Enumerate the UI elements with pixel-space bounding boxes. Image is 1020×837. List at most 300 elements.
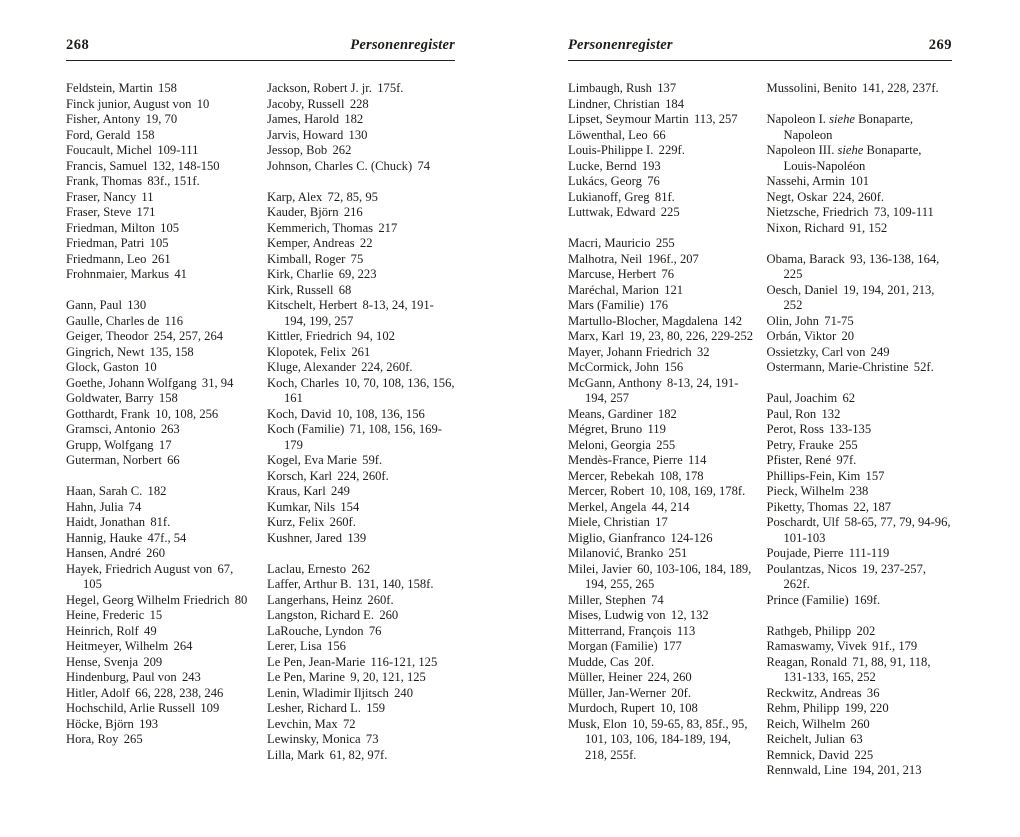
index-group xyxy=(267,562,455,764)
index-entry xyxy=(767,500,953,516)
entry-name: Ford, Gerald xyxy=(66,127,131,142)
entry-pages: 97f. xyxy=(836,453,857,467)
entry-pages: 20 xyxy=(841,329,855,343)
index-entry xyxy=(568,112,754,128)
index-entry xyxy=(267,732,455,748)
index-column xyxy=(267,81,455,763)
index-entry xyxy=(66,190,254,206)
index-entry xyxy=(568,484,754,500)
entry-name: Paul, Joachim xyxy=(766,391,838,405)
entry-name: Miele, Christian xyxy=(568,515,650,529)
index-entry xyxy=(767,422,953,438)
entry-pages: 17 xyxy=(655,515,668,529)
index-entry xyxy=(767,686,953,702)
entry-pages: 9, 20, 121, 125 xyxy=(350,670,426,684)
entry-name: Morgan (Familie) xyxy=(568,639,658,653)
index-entry xyxy=(267,717,455,733)
entry-pages: 182 xyxy=(147,484,167,498)
entry-pages: 193 xyxy=(641,158,661,173)
entry-name: Friedmann, Leo xyxy=(66,251,147,266)
entry-pages: 71, 88, 91, 118, 131-133, 165, 252 xyxy=(783,654,931,684)
entry-name: Frohnmaier, Markus xyxy=(66,267,170,281)
entry-pages: 10, 59-65, 83, 85f., 95, 101, 103, 106, 184-189, 194, 218, 255f. xyxy=(585,716,748,762)
entry-name: Hayek, Friedrich August von xyxy=(66,561,213,576)
entry-pages: 52f. xyxy=(913,360,934,374)
page-header xyxy=(568,37,952,61)
entry-name: Marcuse, Herbert xyxy=(568,267,657,281)
index-entry xyxy=(767,546,953,562)
index-entry xyxy=(66,593,254,609)
entry-pages: 240 xyxy=(394,685,414,700)
entry-name: Mises, Ludwig von xyxy=(568,608,666,622)
entry-name: Haan, Sarah C. xyxy=(66,484,143,498)
page-title: Personenregister xyxy=(350,37,455,53)
entry-name: Orbán, Viktor xyxy=(766,329,837,343)
entry-pages: 73 xyxy=(365,732,379,746)
entry-name: Nietzsche, Friedrich xyxy=(766,205,869,219)
entry-pages: 255 xyxy=(656,437,676,452)
entry-name: Gramsci, Antonio xyxy=(66,422,156,436)
entry-name: Goldwater, Barry xyxy=(66,391,154,405)
index-entry xyxy=(568,546,754,562)
entry-name: Lesher, Richard L. xyxy=(267,701,361,715)
index-entry xyxy=(568,190,754,206)
index-entry xyxy=(267,577,455,593)
index-entry xyxy=(267,329,455,345)
entry-pages: 63 xyxy=(850,732,863,746)
entry-pages: 238 xyxy=(849,484,869,498)
entry-name: Goethe, Johann Wolfgang xyxy=(66,375,197,390)
entry-pages: 20f. xyxy=(671,685,692,700)
entry-name: Olin, John xyxy=(766,313,819,328)
index-entry xyxy=(767,407,953,423)
entry-pages: 94, 102 xyxy=(357,329,395,343)
entry-name: Meloni, Georgia xyxy=(568,437,652,452)
entry-pages: 11 xyxy=(141,189,154,204)
entry-pages: 141, 228, 237f. xyxy=(862,81,939,95)
index-entry xyxy=(767,593,953,609)
index-entry xyxy=(66,562,254,593)
entry-pages: 133-135 xyxy=(829,422,872,436)
entry-name: Prince (Familie) xyxy=(766,592,849,607)
entry-name: Löwenthal, Leo xyxy=(568,127,648,142)
entry-name: Hitler, Adolf xyxy=(66,685,130,700)
entry-pages: 224, 260f. xyxy=(337,468,389,483)
entry-pages: 10 xyxy=(144,360,157,374)
index-entry xyxy=(267,267,455,283)
entry-pages: 228 xyxy=(349,96,369,111)
entry-name: Geiger, Theodor xyxy=(66,329,149,343)
entry-pages: 74 xyxy=(128,499,142,514)
index-entry xyxy=(267,562,455,578)
entry-name: Levchin, Max xyxy=(267,716,338,731)
entry-pages: 44, 214 xyxy=(651,499,690,514)
index-group xyxy=(267,190,455,547)
index-entry xyxy=(568,360,754,376)
index-entry xyxy=(66,97,254,113)
index-entry xyxy=(767,732,953,748)
index-group xyxy=(767,81,953,97)
index-entry xyxy=(568,283,754,299)
index-entry xyxy=(66,515,254,531)
index-entry xyxy=(568,267,754,283)
index-entry xyxy=(66,546,254,562)
entry-pages: 105 xyxy=(160,220,180,235)
entry-pages: 139 xyxy=(347,530,367,545)
entry-name: Reagan, Ronald xyxy=(766,654,847,669)
entry-pages: 17 xyxy=(158,437,172,452)
entry-name: Oesch, Daniel xyxy=(766,282,838,297)
entry-name: Kogel, Eva Marie xyxy=(267,453,357,467)
index-entry xyxy=(568,701,754,717)
entry-name: Hense, Svenja xyxy=(66,654,139,669)
entry-pages: 58-65, 77, 79, 94-96, 101-103 xyxy=(783,515,951,545)
entry-pages: 262 xyxy=(332,143,352,157)
index-entry xyxy=(767,283,953,314)
entry-name: Ossietzky, Carl von xyxy=(766,344,866,359)
index-entry xyxy=(267,221,455,237)
entry-pages: 10, 70, 108, 136, 156, 161 xyxy=(284,375,455,405)
index-entry xyxy=(568,159,754,175)
entry-name: Marx, Karl xyxy=(568,329,624,343)
entry-pages: 224, 260f. xyxy=(832,189,885,204)
page-title: Personenregister xyxy=(568,37,673,53)
entry-pages: 15 xyxy=(149,608,163,622)
entry-name: Kemmerich, Thomas xyxy=(267,220,374,235)
index-entry xyxy=(568,593,754,609)
entry-pages: 249 xyxy=(870,344,890,359)
entry-pages: 72, 85, 95 xyxy=(327,189,378,204)
index-entry xyxy=(267,748,455,764)
index-entry xyxy=(267,608,455,624)
entry-pages: 12, 132 xyxy=(670,608,709,622)
index-entry xyxy=(568,531,754,547)
index-entry xyxy=(66,407,254,423)
entry-pages: 202 xyxy=(856,623,876,638)
index-entry xyxy=(267,345,455,361)
index-entry xyxy=(568,469,754,485)
index-entry xyxy=(267,159,455,175)
entry-name: Gingrich, Newt xyxy=(66,344,145,359)
index-entry xyxy=(66,267,254,283)
entry-name: Rehm, Philipp xyxy=(766,701,840,715)
entry-pages: 255 xyxy=(655,236,675,250)
index-entry xyxy=(767,655,953,686)
index-entry xyxy=(767,701,953,717)
index-group xyxy=(568,236,754,763)
entry-name: Kimball, Roger xyxy=(267,251,346,266)
index-entry xyxy=(66,143,254,159)
entry-name: Heinrich, Rolf xyxy=(66,623,139,638)
index-entry xyxy=(568,686,754,702)
index-entry xyxy=(267,143,455,159)
entry-name: Mendès-France, Pierre xyxy=(568,453,683,467)
entry-pages: 67, 105 xyxy=(83,561,234,591)
entry-pages: 20f. xyxy=(634,654,655,669)
entry-pages: 255 xyxy=(838,437,858,452)
index-entry xyxy=(267,360,455,376)
index-entry xyxy=(767,717,953,733)
entry-name: Foucault, Michel xyxy=(66,143,153,157)
index-group xyxy=(767,112,953,236)
index-entry xyxy=(767,453,953,469)
entry-pages: 132, 148-150 xyxy=(152,158,220,173)
index-group xyxy=(767,252,953,376)
index-column xyxy=(767,81,953,779)
entry-pages: 10, 108, 256 xyxy=(155,406,219,421)
entry-name: Kittler, Friedrich xyxy=(267,329,352,343)
entry-name: Korsch, Karl xyxy=(267,468,333,483)
entry-name: Luttwak, Edward xyxy=(568,205,656,219)
entry-pages: 193 xyxy=(139,716,159,731)
entry-pages: 224, 260f. xyxy=(361,360,413,374)
index-entry xyxy=(767,391,953,407)
index-entry xyxy=(767,469,953,485)
entry-name: Limbaugh, Rush xyxy=(568,81,652,95)
entry-pages: 109-111 xyxy=(157,143,199,157)
index-entry xyxy=(767,143,953,174)
entry-name: Guterman, Norbert xyxy=(66,453,162,467)
index-entry xyxy=(568,298,754,314)
entry-name: Feldstein, Martin xyxy=(66,81,153,95)
entry-pages: 91f., 179 xyxy=(872,639,918,653)
index-entry xyxy=(66,376,254,392)
entry-name: Le Pen, Jean-Marie xyxy=(267,654,366,669)
entry-pages: 224, 260 xyxy=(647,670,692,684)
entry-name: James, Harold xyxy=(267,112,340,126)
entry-name: Koch (Familie) xyxy=(267,422,345,436)
index-entry xyxy=(267,500,455,516)
entry-name: Fisher, Antony xyxy=(66,112,141,126)
entry-pages: 225 xyxy=(854,747,874,762)
index-entry xyxy=(767,112,953,143)
entry-pages: 260 xyxy=(146,546,166,560)
entry-name: McGann, Anthony xyxy=(568,375,662,390)
entry-name: Milei, Javier xyxy=(568,561,632,576)
entry-name: Gotthardt, Frank xyxy=(66,406,150,421)
entry-pages: 83f., 151f. xyxy=(147,174,200,188)
index-entry xyxy=(267,252,455,268)
index-entry xyxy=(267,670,455,686)
index-entry xyxy=(267,298,455,329)
cross-reference-target: Bonaparte, Napoleon xyxy=(783,112,914,142)
entry-name: Nassehi, Armin xyxy=(766,174,845,188)
index-entry xyxy=(66,360,254,376)
entry-name: Kemper, Andreas xyxy=(267,236,355,250)
index-entry xyxy=(568,345,754,361)
entry-name: Lukianoff, Greg xyxy=(568,189,650,204)
entry-name: Malhotra, Neil xyxy=(568,251,643,266)
entry-pages: 251 xyxy=(668,546,688,560)
index-entry xyxy=(568,422,754,438)
entry-pages: 130 xyxy=(127,298,147,312)
entry-name: Laffer, Arthur B. xyxy=(267,577,352,591)
index-entry xyxy=(767,345,953,361)
entry-pages: 171 xyxy=(136,205,156,219)
index-entry xyxy=(267,236,455,252)
entry-name: Hannig, Hauke xyxy=(66,530,143,545)
index-entry xyxy=(267,283,455,299)
entry-pages: 265 xyxy=(123,732,143,746)
entry-pages: 216 xyxy=(343,205,363,219)
entry-pages: 10, 108, 169, 178f. xyxy=(649,484,746,498)
index-group xyxy=(66,298,254,469)
entry-name: Lipset, Seymour Martin xyxy=(568,112,689,126)
entry-pages: 131, 140, 158f. xyxy=(356,577,434,591)
index-entry xyxy=(66,81,254,97)
entry-name: Martullo-Blocher, Magdalena xyxy=(568,313,718,328)
entry-name: Kauder, Björn xyxy=(267,205,339,219)
entry-name: Pieck, Wilhelm xyxy=(766,484,845,498)
index-entry xyxy=(767,81,953,97)
index-entry xyxy=(267,639,455,655)
entry-name: Karp, Alex xyxy=(267,189,323,204)
entry-pages: 156 xyxy=(327,639,346,653)
index-entry xyxy=(267,81,455,97)
entry-pages: 124-126 xyxy=(670,530,713,545)
index-group xyxy=(568,81,754,221)
entry-name: Haidt, Jonathan xyxy=(66,515,146,529)
entry-name: Negt, Oskar xyxy=(766,189,828,204)
entry-name: Mitterrand, François xyxy=(568,623,672,638)
entry-pages: 119 xyxy=(647,422,666,436)
index-entry xyxy=(267,128,455,144)
entry-pages: 66 xyxy=(167,453,180,467)
entry-pages: 158 xyxy=(135,127,155,142)
entry-name: Mercer, Rebekah xyxy=(568,468,655,483)
index-column xyxy=(66,81,254,763)
index-entry xyxy=(66,717,254,733)
entry-name: Phillips-Fein, Kim xyxy=(766,468,861,483)
entry-pages: 49 xyxy=(144,623,157,638)
entry-name: Höcke, Björn xyxy=(66,716,134,731)
entry-name: Hora, Roy xyxy=(66,732,119,746)
index-entry xyxy=(568,205,754,221)
entry-name: Nixon, Richard xyxy=(766,220,845,235)
entry-pages: 225 xyxy=(660,205,680,219)
index-entry xyxy=(767,639,953,655)
entry-pages: 264 xyxy=(173,639,193,653)
entry-pages: 254, 257, 264 xyxy=(153,329,224,343)
index-entry xyxy=(66,686,254,702)
index-entry xyxy=(568,500,754,516)
entry-name: Napoleon I. xyxy=(766,112,826,126)
entry-name: Francis, Samuel xyxy=(66,158,148,173)
index-group xyxy=(767,624,953,779)
entry-name: Lucke, Bernd xyxy=(568,158,637,173)
entry-pages: 10, 108, 136, 156 xyxy=(336,406,425,421)
index-entry xyxy=(767,562,953,593)
entry-name: Frank, Thomas xyxy=(66,174,143,188)
entry-pages: 93, 136-138, 164, 225 xyxy=(783,251,940,281)
entry-pages: 10 xyxy=(196,96,210,111)
index-entry xyxy=(66,655,254,671)
entry-pages: 156 xyxy=(664,360,684,374)
index-entry xyxy=(267,469,455,485)
entry-pages: 182 xyxy=(657,406,677,421)
index-group xyxy=(66,484,254,748)
entry-pages: 19, 70 xyxy=(145,112,178,126)
entry-name: Gann, Paul xyxy=(66,298,122,312)
entry-pages: 159 xyxy=(366,701,386,715)
entry-pages: 158 xyxy=(158,391,178,405)
entry-pages: 75 xyxy=(350,251,364,266)
cross-reference-see: siehe xyxy=(829,112,855,126)
index-entry xyxy=(66,314,254,330)
entry-pages: 116 xyxy=(164,313,184,328)
entry-name: Ramaswamy, Vivek xyxy=(766,639,867,653)
entry-name: Rathgeb, Philipp xyxy=(766,623,852,638)
page-269 xyxy=(510,0,1020,837)
entry-pages: 157 xyxy=(865,468,885,483)
entry-name: Klopotek, Felix xyxy=(267,344,347,359)
index-entry xyxy=(267,407,455,423)
entry-pages: 72 xyxy=(342,716,356,731)
index-entry xyxy=(568,128,754,144)
entry-pages: 111-119 xyxy=(848,546,890,560)
entry-name: Friedman, Milton xyxy=(66,220,155,235)
entry-pages: 177 xyxy=(662,639,682,653)
entry-name: Paul, Ron xyxy=(766,406,817,421)
entry-name: Lenin, Wladimir Iljitsch xyxy=(267,685,389,700)
entry-pages: 262 xyxy=(351,561,371,576)
entry-pages: 263 xyxy=(160,422,180,436)
index-entry xyxy=(767,190,953,206)
index-entry xyxy=(267,453,455,469)
index-entry xyxy=(568,376,754,407)
entry-pages: 68 xyxy=(338,282,352,297)
entry-name: Poujade, Pierre xyxy=(766,546,844,560)
entry-name: Miglio, Gianfranco xyxy=(568,530,666,545)
entry-name: Gaulle, Charles de xyxy=(66,313,160,328)
entry-name: Kumkar, Nils xyxy=(267,499,336,514)
entry-name: Glock, Gaston xyxy=(66,360,139,374)
index-entry xyxy=(568,608,754,624)
entry-pages: 261 xyxy=(151,251,171,266)
entry-name: Reich, Wilhelm xyxy=(766,716,846,731)
page-header xyxy=(66,37,455,61)
entry-name: Lerer, Lisa xyxy=(267,639,322,653)
entry-pages: 194, 201, 213 xyxy=(852,763,922,777)
entry-pages: 10, 108 xyxy=(660,701,698,715)
index-entry xyxy=(66,345,254,361)
entry-pages: 47f., 54 xyxy=(147,530,187,545)
entry-name: Lewinsky, Monica xyxy=(267,732,361,746)
entry-pages: 76 xyxy=(661,267,674,281)
entry-pages: 73, 109-111 xyxy=(873,205,934,219)
entry-name: Jessop, Bob xyxy=(267,143,328,157)
entry-pages: 91, 152 xyxy=(849,220,888,235)
entry-name: Lukács, Georg xyxy=(568,174,642,188)
entry-name: Means, Gardiner xyxy=(568,406,653,421)
entry-name: Hindenburg, Paul von xyxy=(66,670,177,684)
entry-pages: 8-13, 24, 191-194, 199, 257 xyxy=(284,298,434,328)
index-entry xyxy=(568,670,754,686)
index-entry xyxy=(66,531,254,547)
entry-pages: 109 xyxy=(200,701,220,715)
entry-name: Jarvis, Howard xyxy=(267,127,344,142)
entry-name: Hochschild, Arlie Russell xyxy=(66,701,196,715)
entry-name: Louis-Philippe I. xyxy=(568,143,654,157)
entry-name: Koch, Charles xyxy=(267,375,340,390)
entry-pages: 76 xyxy=(647,174,660,188)
index-entry xyxy=(568,236,754,252)
entry-name: McCormick, John xyxy=(568,360,659,374)
entry-name: Langerhans, Heinz xyxy=(267,592,363,607)
entry-name: Mayer, Johann Friedrich xyxy=(568,344,692,359)
entry-pages: 19, 237-257, 262f. xyxy=(783,561,927,591)
entry-pages: 196f., 207 xyxy=(647,251,699,266)
